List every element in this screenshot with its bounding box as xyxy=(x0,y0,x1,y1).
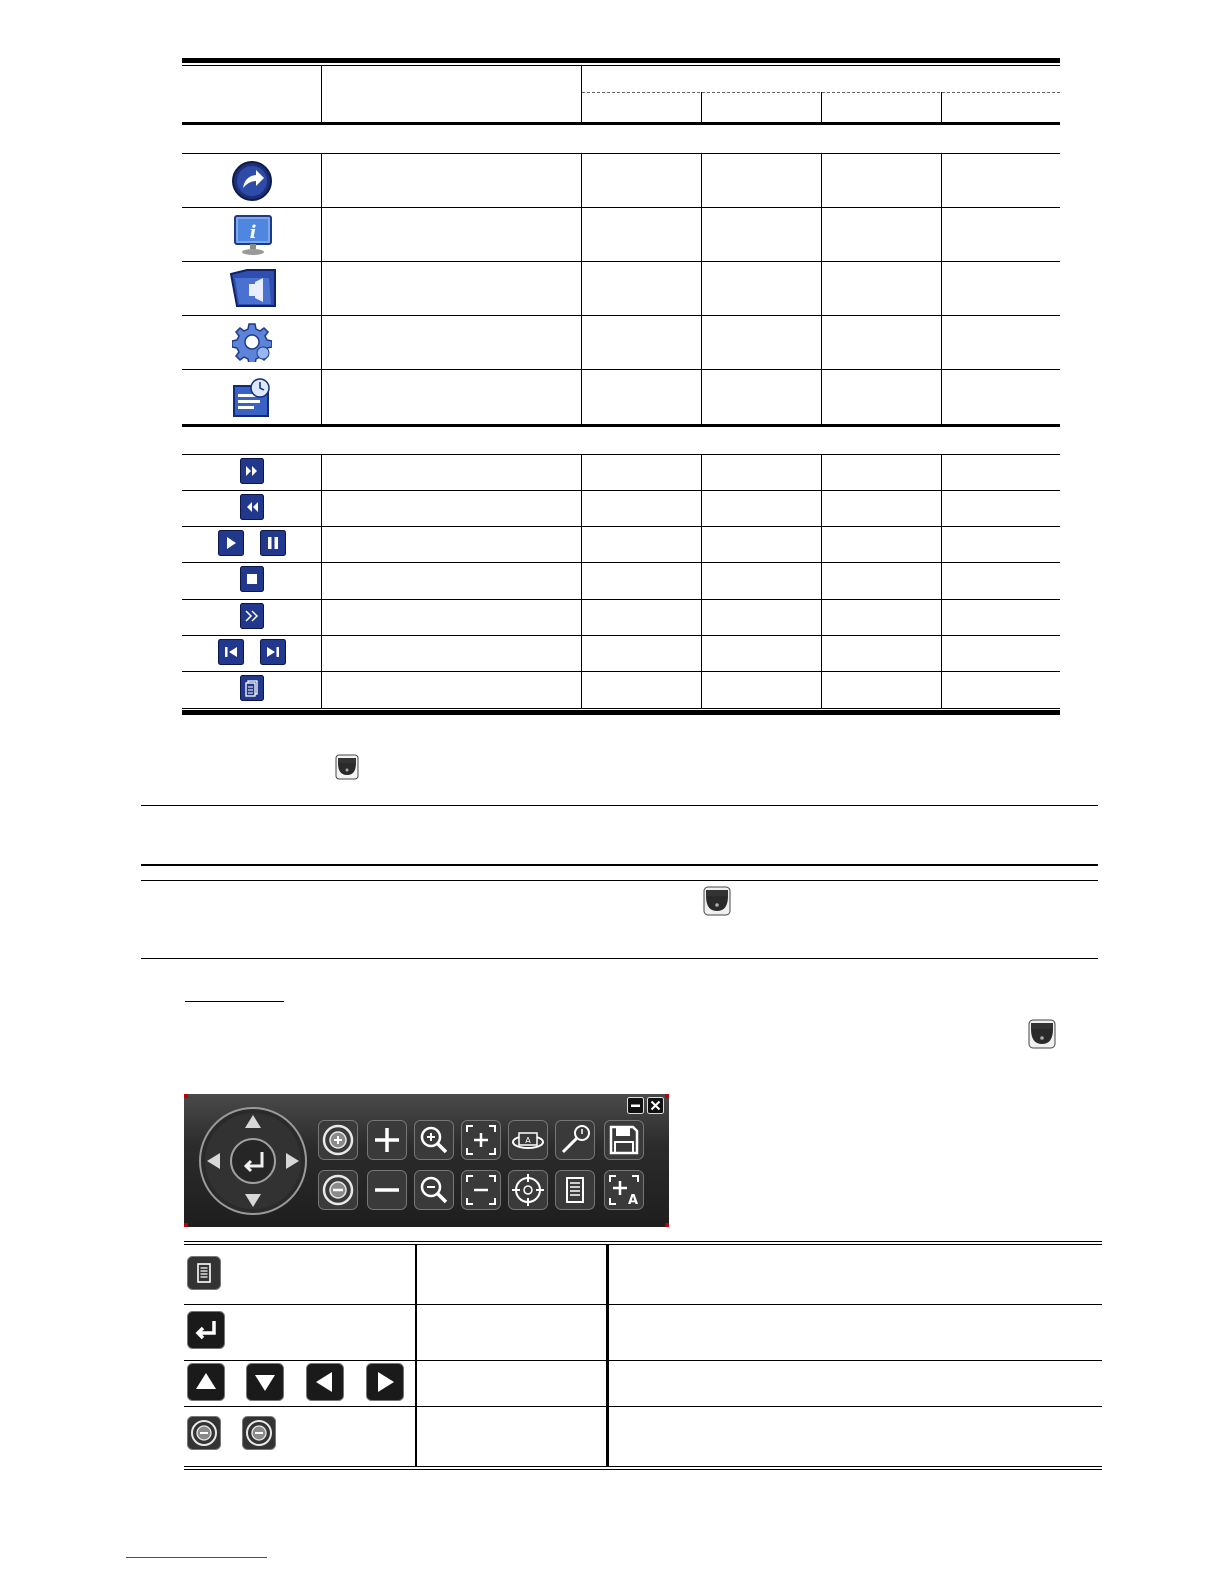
bottom-table xyxy=(184,1241,1102,1471)
settings-gear-icon xyxy=(232,322,272,362)
snapshot-icon xyxy=(240,675,264,701)
close-button[interactable] xyxy=(647,1097,664,1114)
preset-point-button[interactable] xyxy=(555,1120,595,1160)
zoom-in-button[interactable] xyxy=(414,1120,454,1160)
note-rule-mid2 xyxy=(141,880,1098,881)
plus-button[interactable] xyxy=(367,1120,407,1160)
iris-close-button[interactable] xyxy=(318,1170,358,1210)
note-rule-bottom xyxy=(141,958,1098,959)
focus-near-button[interactable] xyxy=(461,1120,501,1160)
header-bottom-rule xyxy=(182,122,1060,125)
right-icon xyxy=(366,1363,404,1401)
enter-icon xyxy=(187,1311,225,1349)
down-icon xyxy=(246,1363,284,1401)
minus-button[interactable] xyxy=(367,1170,407,1210)
pause-icon xyxy=(260,530,286,556)
iris-open-icon xyxy=(187,1416,221,1450)
stop-icon xyxy=(240,566,264,592)
footnote-link-underline xyxy=(126,1557,267,1558)
note-rule-mid xyxy=(141,864,1098,866)
iris-open-button[interactable] xyxy=(318,1120,358,1160)
dome-camera-icon xyxy=(335,754,359,780)
menu-list-button[interactable] xyxy=(555,1170,595,1210)
fast-rewind-icon xyxy=(240,494,264,520)
next-icon xyxy=(260,639,286,665)
svg-text:i: i xyxy=(249,222,257,243)
left-icon xyxy=(306,1363,344,1401)
auto-mode-button[interactable] xyxy=(508,1120,548,1160)
minimize-button[interactable] xyxy=(627,1097,644,1114)
table-bottom-border xyxy=(182,708,1060,709)
zoom-out-button[interactable] xyxy=(414,1170,454,1210)
play-icon xyxy=(218,530,244,556)
system-info-icon xyxy=(233,214,273,256)
svg-text:A: A xyxy=(525,1136,531,1145)
slow-play-icon xyxy=(240,603,264,629)
event-list-icon xyxy=(229,266,277,310)
add-auto-button[interactable] xyxy=(604,1170,644,1210)
section-rule xyxy=(182,424,1060,427)
fast-forward-icon xyxy=(240,458,264,484)
dome-camera-icon xyxy=(1028,1019,1056,1049)
dome-camera-icon xyxy=(703,886,731,916)
focus-far-button[interactable] xyxy=(461,1170,501,1210)
previous-icon xyxy=(218,639,244,665)
top-table xyxy=(182,58,1060,716)
table-top-border xyxy=(182,58,1060,63)
up-icon xyxy=(187,1363,225,1401)
iris-close-icon xyxy=(242,1416,276,1450)
svg-text:A: A xyxy=(627,1193,639,1208)
schedule-icon xyxy=(232,376,272,418)
logout-icon xyxy=(231,160,273,202)
note-rule-top xyxy=(141,805,1098,806)
save-button[interactable] xyxy=(604,1120,644,1160)
ptz-control-panel xyxy=(184,1094,669,1227)
direction-pad[interactable] xyxy=(198,1106,308,1216)
section-heading-underline xyxy=(185,1001,284,1002)
tune-button[interactable] xyxy=(508,1170,548,1210)
menu-list-icon xyxy=(187,1256,221,1290)
